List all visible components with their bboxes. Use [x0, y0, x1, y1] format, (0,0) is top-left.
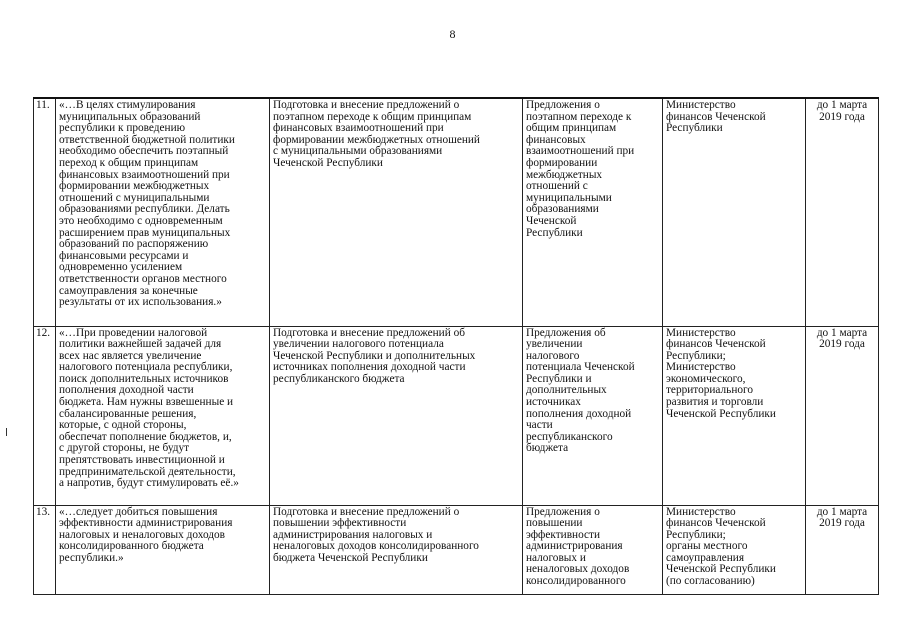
deadline-cell: до 1 марта 2019 года	[806, 505, 879, 594]
result-cell: Предложения о повышении эффективности администрирования налоговых и неналоговых доходов консолидированного	[523, 505, 663, 594]
action-plan-table	[33, 97, 879, 595]
page-number: 8	[449, 27, 456, 41]
result-cell: Предложения об увеличении налогового потенциала Чеченской Республики и дополнительных источниках пополнения доходной части республиканского бюджета	[523, 326, 663, 505]
table-row	[34, 505, 879, 594]
table-row	[34, 326, 879, 505]
quote-cell: «…При проведении налоговой политики важнейшей задачей для всех нас является увеличение налогового потенциала республики, поиск дополнительных источников пополнения доходной части бюджета. Нам нужны взвешенные и сбалансированные решения, которые, с одной стороны, обеспечат пополнение бюджетов, и, с другой стороны, не будут препятствовать инвестиционной и предпринимательской деятельности, а напротив, будут стимулировать её.»	[56, 326, 270, 505]
table-row	[34, 98, 879, 326]
responsible-cell: Министерство финансов Чеченской Республики; Министерство экономического, территориального развития и торговли Чеченской Республики	[663, 326, 806, 505]
quote-cell: «…В целях стимулирования муниципальных образований республики к проведению ответственной бюджетной политики необходимо обеспечить поэтапный переход к общим принципам финансовых взаимоотношений при формировании межбюджетных отношений с муниципальными образованиями республики. Делать это необходимо с одновременным расширением прав муниципальных образований по распоряжению финансовыми ресурсами и одновременно усилением ответственности органов местного самоуправления за конечные результаты от их использования.»	[56, 98, 270, 326]
measure-cell: Подготовка и внесение предложений о поэтапном переходе к общим принципам финансовых взаимоотношений при формировании межбюджетных отношений с муниципальными образованиями Чеченской Республики	[270, 98, 523, 326]
scan-edge-mark	[6, 428, 7, 436]
responsible-cell: Министерство финансов Чеченской Республики; органы местного самоуправления Чеченской Республики (по согласованию)	[663, 505, 806, 594]
measure-cell: Подготовка и внесение предложений об увеличении налогового потенциала Чеченской Республики и дополнительных источниках пополнения доходной части республиканского бюджета	[270, 326, 523, 505]
quote-cell: «…следует добиться повышения эффективности администрирования налоговых и неналоговых доходов консолидированного бюджета республики.»	[56, 505, 270, 594]
row-number: 11.	[34, 98, 56, 326]
result-cell: Предложения о поэтапном переходе к общим принципам финансовых взаимоотношений при формировании межбюджетных отношений с муниципальными образованиями Чеченской Республики	[523, 98, 663, 326]
row-number: 12.	[34, 326, 56, 505]
responsible-cell: Министерство финансов Чеченской Республики	[663, 98, 806, 326]
deadline-cell: до 1 марта 2019 года	[806, 326, 879, 505]
measure-cell: Подготовка и внесение предложений о повышении эффективности администрирования налоговых и неналоговых доходов консолидированного бюджета Чеченской Республики	[270, 505, 523, 594]
deadline-cell: до 1 марта 2019 года	[806, 98, 879, 326]
row-number: 13.	[34, 505, 56, 594]
